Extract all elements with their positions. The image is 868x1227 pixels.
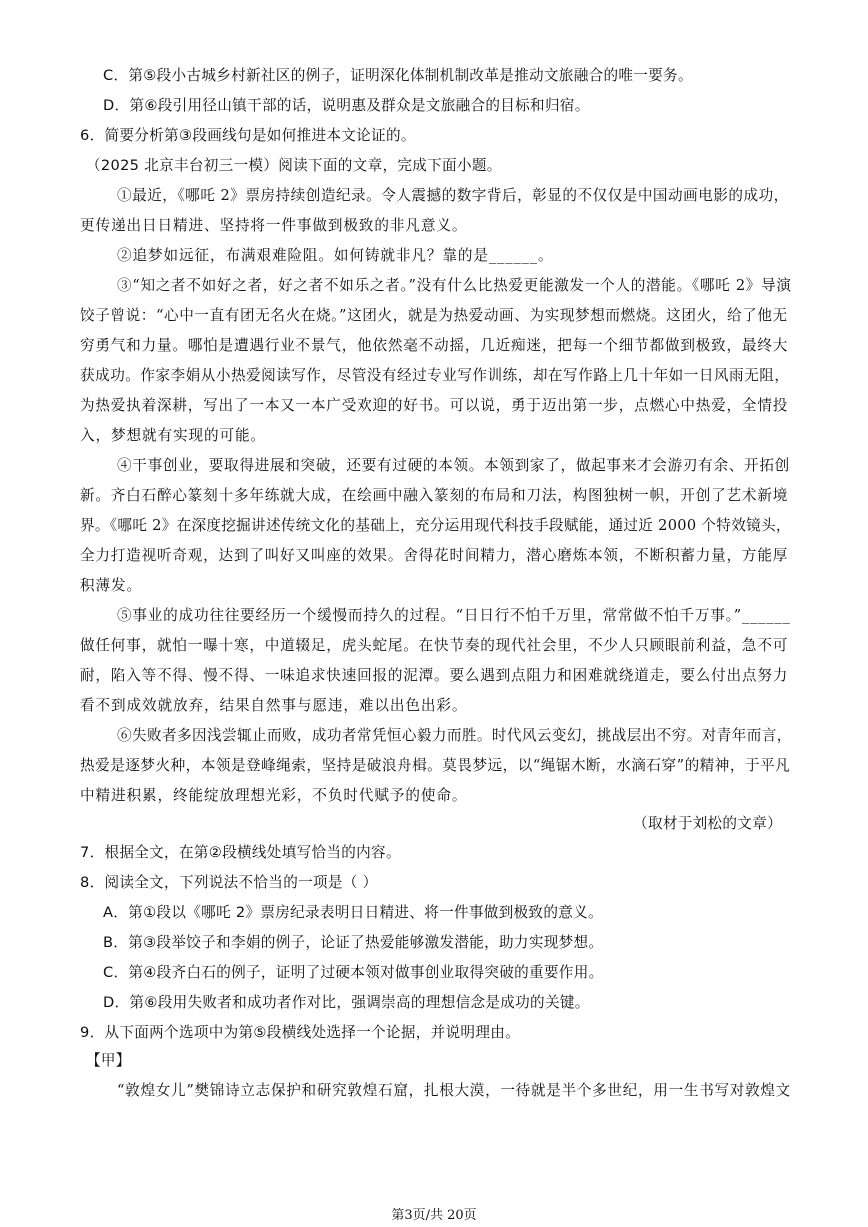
question-8-option-b: B．第③段举饺子和李娟的例子，论证了热爱能够激发潜能，助力实现梦想。 (103, 934, 604, 951)
question-8: 8．阅读全文，下列说法不恰当的一项是（ ） (80, 874, 378, 891)
paragraph-6-line-1: ⑥失败者多因浅尝辄止而败，成功者常凭恒心毅力而胜。时代风云变幻，挑战层出不穷。对青年而言， (117, 727, 792, 744)
prev-option-d: D．第⑥段引用径山镇干部的话，说明惠及群众是文旅融合的目标和归宿。 (103, 97, 590, 114)
paragraph-4-line-3: 界。《哪吒 2》在深度挖掘讲述传统文化的基础上，充分运用现代科技手段赋能，通过近 2000 个特效镜头， (80, 517, 791, 534)
paragraph-6-line-3: 中精进积累，终能绽放理想光彩，不负时代赋予的使命。 (80, 787, 468, 804)
option-jia-label: 【甲】 (86, 1052, 131, 1069)
paragraph-5-line-2: 做任何事，就怕一曝十寒，中道辍足，虎头蛇尾。在快节奏的现代社会里，不少人只顾眼前利益，急不可 (80, 637, 789, 654)
page-footer: 第3页/共 20页 (391, 1208, 477, 1223)
question-8-option-d: D．第⑥段用失败者和成功者作对比，强调崇高的理想信念是成功的关键。 (103, 994, 590, 1011)
paragraph-3-line-5: 为热爱执着深耕，写出了一本又一本广受欢迎的好书。可以说，勇于迈出第一步，点燃心中热爱，全情投 (80, 397, 789, 414)
question-6: 6．简要分析第③段画线句是如何推进本文论证的。 (80, 127, 416, 144)
question-8-option-c: C．第④段齐白石的例子，证明了过硬本领对做事创业取得突破的重要作用。 (103, 964, 604, 981)
prev-option-c: C．第⑤段小古城乡村新社区的例子，证明深化体制机制改革是推动文旅融合的唯一要务。 (103, 67, 693, 84)
source-credit: （取材于刘松的文章） (633, 815, 782, 832)
paragraph-6-line-2: 热爱是逐梦火种，本领是登峰绳索，坚持是破浪舟楫。莫畏梦远，以“绳锯木断，水滴石穿”的精神，于平凡 (80, 757, 791, 774)
paragraph-3-line-3: 穷勇气和力量。哪怕是遭遇行业不景气，他依然毫不动摇，几近痴迷，把每一个细节都做到极致，最终大 (80, 337, 789, 354)
paragraph-5-line-1: ⑤事业的成功往往要经历一个缓慢而持久的过程。“日日行不怕千万里，常常做不怕千万事。”______ (117, 607, 791, 624)
paragraph-3-line-2: 饺子曾说：“心中一直有团无名火在烧。”这团火，就是为热爱动画、为实现梦想而燃烧。这团火，给了他无 (80, 307, 788, 324)
paragraph-5-line-3: 耐，陷入等不得、慢不得、一味追求快速回报的泥潭。要么遇到点阻力和困难就绕道走，要么付出点努力 (80, 667, 789, 684)
question-8-option-a: A．第①段以《哪吒 2》票房纪录表明日日精进、将一件事做到极致的意义。 (103, 904, 603, 921)
question-9: 9．从下面两个选项中为第⑤段横线处选择一个论据，并说明理由。 (80, 1024, 520, 1041)
paragraph-3-line-6: 入，梦想就有实现的可能。 (80, 427, 266, 444)
paragraph-5-line-4: 看不到成效就放弃，结果自然事与愿违，难以出色出彩。 (80, 697, 468, 714)
paragraph-4-line-5: 积薄发。 (80, 577, 142, 594)
paragraph-2: ②追梦如远征，布满艰难险阻。如何铸就非凡？靠的是______。 (117, 247, 554, 264)
paragraph-1-line-1: ①最近，《哪吒 2》票房持续创造纪录。令人震撼的数字背后，彰显的不仅仅是中国动画电影的成功， (117, 187, 789, 204)
source-intro: （2025 北京丰台初三一模）阅读下面的文章，完成下面小题。 (86, 157, 502, 174)
paragraph-4-line-2: 新。齐白石醉心篆刻十多年练就大成，在绘画中融入篆刻的布局和刀法，构图独树一帜，开创了艺术新境 (80, 487, 789, 504)
option-jia-text: “敦煌女儿”樊锦诗立志保护和研究敦煌石窟，扎根大漠，一待就是半个多世纪，用一生书写对敦煌文 (117, 1082, 791, 1099)
paragraph-4-line-1: ④干事创业，要取得进展和突破，还要有过硬的本领。本领到家了，做起事来才会游刃有余、开拓创 (117, 457, 790, 474)
paragraph-3-line-1: ③“知之者不如好之者，好之者不如乐之者。”没有什么比热爱更能激发一个人的潜能。《哪吒 2》导演 (117, 277, 792, 294)
paragraph-4-line-4: 全力打造视听奇观，达到了叫好又叫座的效果。舍得花时间精力，潜心磨炼本领，不断积蓄力量，方能厚 (80, 547, 789, 564)
question-7: 7．根据全文，在第②段横线处填写恰当的内容。 (80, 844, 401, 861)
paragraph-3-line-4: 获成功。作家李娟从小热爱阅读写作，尽管没有经过专业写作训练，却在写作路上几十年如一日风雨无阻， (80, 367, 790, 384)
paragraph-1-line-2: 更传递出日日精进、坚持将一件事做到极致的非凡意义。 (80, 217, 468, 234)
